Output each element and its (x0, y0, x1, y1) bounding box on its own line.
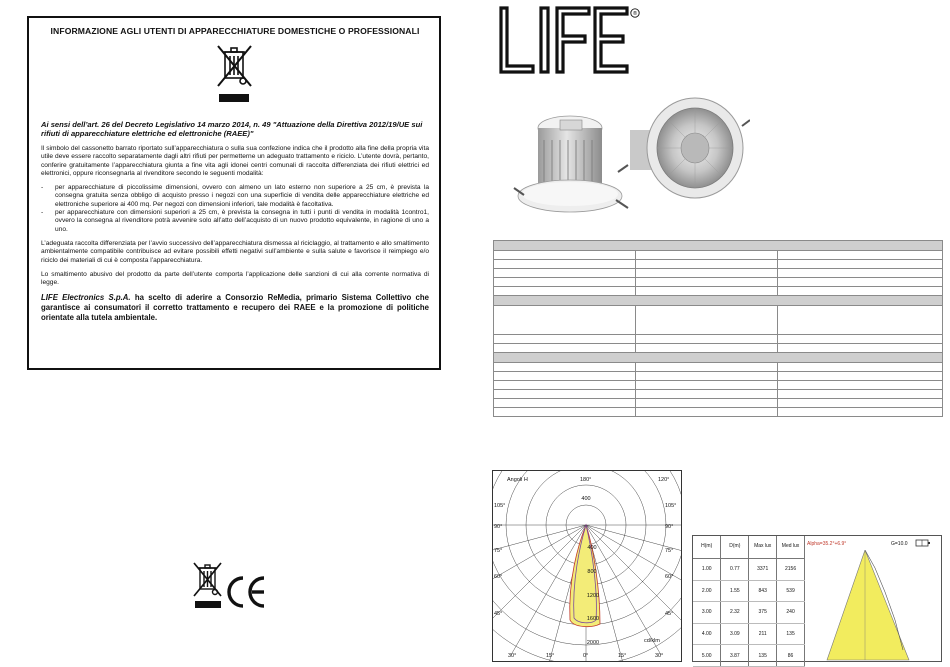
ring-label: 1600 (586, 616, 600, 622)
remedia-statement: LIFE Electronics S.p.A. ha scelto di aderire a Consorzio ReMedia, primario Sistema Collettivo che garantisce ai consumatori il corretto trattamento e recupero dei RAEE e la promozione di politiche orientate alla tutela ambientale. (41, 293, 429, 323)
downlight-product-image (510, 90, 750, 225)
column-header: H(m) (693, 536, 721, 559)
downlight-front (618, 98, 750, 198)
ce-mark-icon (224, 574, 268, 610)
polar-axis-label: Angoli H (507, 477, 528, 483)
left-angle-label: 60° (494, 574, 503, 580)
notice-paragraph: Lo smaltimento abusivo del prodotto da parte dell’utente comporta l’applicazione delle sanzioni di cui alla corrente normativa di legge. (41, 270, 429, 287)
company-name: LIFE Electronics S.p.A. (41, 293, 131, 303)
table-row: 2.00 1.55 843 539 (693, 580, 805, 602)
table-row (494, 269, 943, 278)
table-section-header (494, 241, 943, 251)
left-angle-label: 75° (494, 548, 503, 554)
notice-paragraph: L’adeguata raccolta differenziata per l’avvio successivo dell’apparecchiatura dismessa al riciclaggio, al trattamento e allo smaltimento ambientalmente compatibile contribuisce ad evitare possibili effetti negativi sull’ambiente e sulla salute e favorisce il reimpiego e/o riciclo dei materiali di cui è composta l’apparecchiatura. (41, 239, 430, 264)
ring-label: 2000 (586, 640, 600, 646)
table-row (494, 260, 943, 269)
spec-table (493, 240, 943, 417)
polar-top-angle: 180° (580, 477, 592, 483)
notice-title: INFORMAZIONE AGLI UTENTI DI APPARECCHIATURE DOMESTICHE O PROFESSIONALI (50, 26, 420, 36)
bottom-angle-label: 30° (655, 653, 664, 659)
bottom-angle-label: 0° (583, 653, 589, 659)
svg-text:®: ® (632, 11, 638, 18)
bottom-angle-label: 30° (508, 653, 517, 659)
table-row (494, 251, 943, 260)
left-angle-label: 45° (494, 611, 503, 617)
polar-diagram (492, 470, 682, 662)
polar-unit: cd/klm (644, 638, 660, 644)
illuminance-panel (692, 535, 942, 662)
table-row (494, 306, 943, 335)
illuminance-table (693, 536, 805, 667)
table-row: 3.00 2.32 375 240 (693, 602, 805, 624)
ring-label: 1200 (586, 593, 600, 599)
compliance-marks (192, 560, 268, 610)
weee-notice (27, 16, 441, 370)
downlight-side (514, 116, 628, 212)
bottom-angle-label: 15° (618, 653, 627, 659)
table-row (494, 363, 943, 372)
list-item: - per apparecchiature di piccolissime dimensioni, ovvero con almeno un lato esterno non superiore a 25 cm, è prevista la consegna gratuita senza obbligo di acquisto presso i negozi con una superficie di vendita delle apparecchiature elettriche ed elettroniche superiore ai 400 mq. Per negozi con dimensioni inferiori, tale modalità è facoltativa. (41, 184, 429, 208)
table-row (494, 287, 943, 296)
legal-reference: Ai sensi dell’art. 26 del Decreto Legislativo 14 marzo 2014, n. 49 "Attuazione della Direttiva 2012/19/UE sui rifiuti di apparecchiature elettriche ed elettroniche (RAEE)" (41, 120, 423, 138)
table-section-header (494, 353, 943, 363)
right-angle-label: 60° (665, 574, 674, 580)
table-row: 4.00 3.09 211 135 (693, 623, 805, 645)
beam-cone-diagram (805, 536, 941, 661)
collection-modes-list (41, 184, 429, 234)
right-angle-label: 105° (665, 503, 677, 509)
alpha-label: Alpha=35.2°+6.9° (807, 541, 847, 547)
column-header: D(m) (721, 536, 749, 559)
table-row (494, 390, 943, 399)
table-row: 5.00 3.87 135 86 (693, 645, 805, 667)
ring-label: 400 (587, 545, 597, 551)
table-row (494, 335, 943, 344)
table-row (494, 344, 943, 353)
right-angle-label: 45° (665, 611, 674, 617)
ring-label: 800 (587, 569, 597, 575)
bottom-angle-label: 15° (546, 653, 555, 659)
g-label: G=10.0 (891, 541, 908, 547)
table-row (494, 372, 943, 381)
right-angle-label: 75° (665, 548, 674, 554)
crossed-bin-icon (215, 42, 255, 104)
ring-label: 400 (581, 496, 591, 502)
table-row: 1.00 0.77 3371 2156 (693, 559, 805, 581)
column-header: Max lux (749, 536, 777, 559)
table-row (494, 278, 943, 287)
left-angle-label: 90° (494, 524, 503, 530)
list-item: - per apparecchiature con dimensioni superiori a 25 cm, è prevista la consegna in tutti i punti di vendita in modalità 1contro1, ovvero la consegna al rivenditore potrà avvenire solo all’atto dell’acquisto di un nuovo prodotto equivalente, in ragione di uno a uno. (41, 209, 429, 233)
life-logo (497, 6, 642, 74)
notice-paragraph: Il simbolo del cassonetto barrato riportato sull’apparecchiatura o sulla sua confezione indica che il prodotto alla fine della propria vita utile deve essere raccolto separatamente dagli altri rifiuti per permetterne un adeguato trattamento e riciclo. L’utente dovrà, pertanto, conferire gratuitamente l’apparecchiatura giunta a fine vita agli idonei centri comunali di raccolta differenziata dei rifiuti elettrici ed elettronici, oppure riconsegnarla al rivenditore secondo le seguenti modalità: (41, 145, 429, 177)
polar-right-top-angle: 120° (658, 477, 670, 483)
table-row (494, 399, 943, 408)
table-row (494, 381, 943, 390)
column-header: Med lux (777, 536, 805, 559)
right-angle-label: 90° (665, 524, 674, 530)
crossed-bin-icon (192, 560, 224, 610)
battery-icon (915, 539, 931, 547)
left-angle-label: 105° (494, 503, 506, 509)
table-row (494, 408, 943, 417)
beam-cone (805, 550, 941, 662)
table-section-header (494, 296, 943, 306)
